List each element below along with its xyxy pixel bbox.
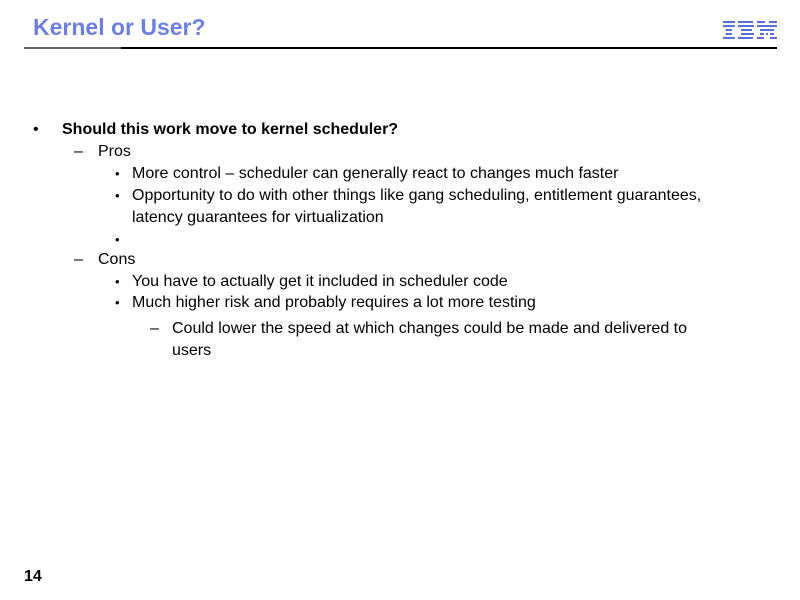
ibm-logo-icon: [722, 20, 778, 40]
slide-title: Kernel or User?: [33, 14, 206, 40]
pros-item-continuation: latency guarantees for virtualization: [132, 209, 384, 226]
dash-icon: –: [150, 320, 159, 337]
cons-sub-item: Could lower the speed at which changes could be made and delivered to: [172, 320, 687, 337]
title-rule: [121, 47, 777, 49]
pros-item: More control – scheduler can generally react to changes much faster: [132, 165, 619, 182]
cons-sub-item-continuation: users: [172, 342, 212, 359]
bullet-icon: •: [115, 188, 120, 203]
dash-icon: –: [74, 143, 83, 160]
bullet-icon: •: [115, 274, 120, 289]
cons-item: Much higher risk and probably requires a lot more testing: [132, 294, 536, 311]
dash-icon: –: [74, 251, 83, 268]
title-rule-accent: [24, 47, 121, 49]
pros-heading: Pros: [98, 143, 131, 160]
pros-item: Opportunity to do with other things like gang scheduling, entitlement guarantees,: [132, 187, 702, 204]
bullet-icon: •: [33, 121, 39, 138]
main-question: Should this work move to kernel scheduler?: [62, 121, 399, 138]
bullet-icon: •: [115, 232, 120, 247]
bullet-icon: •: [115, 295, 120, 310]
cons-heading: Cons: [98, 251, 136, 268]
bullet-icon: •: [115, 166, 120, 181]
cons-item: You have to actually get it included in scheduler code: [132, 273, 508, 290]
page-number: 14: [24, 568, 42, 585]
